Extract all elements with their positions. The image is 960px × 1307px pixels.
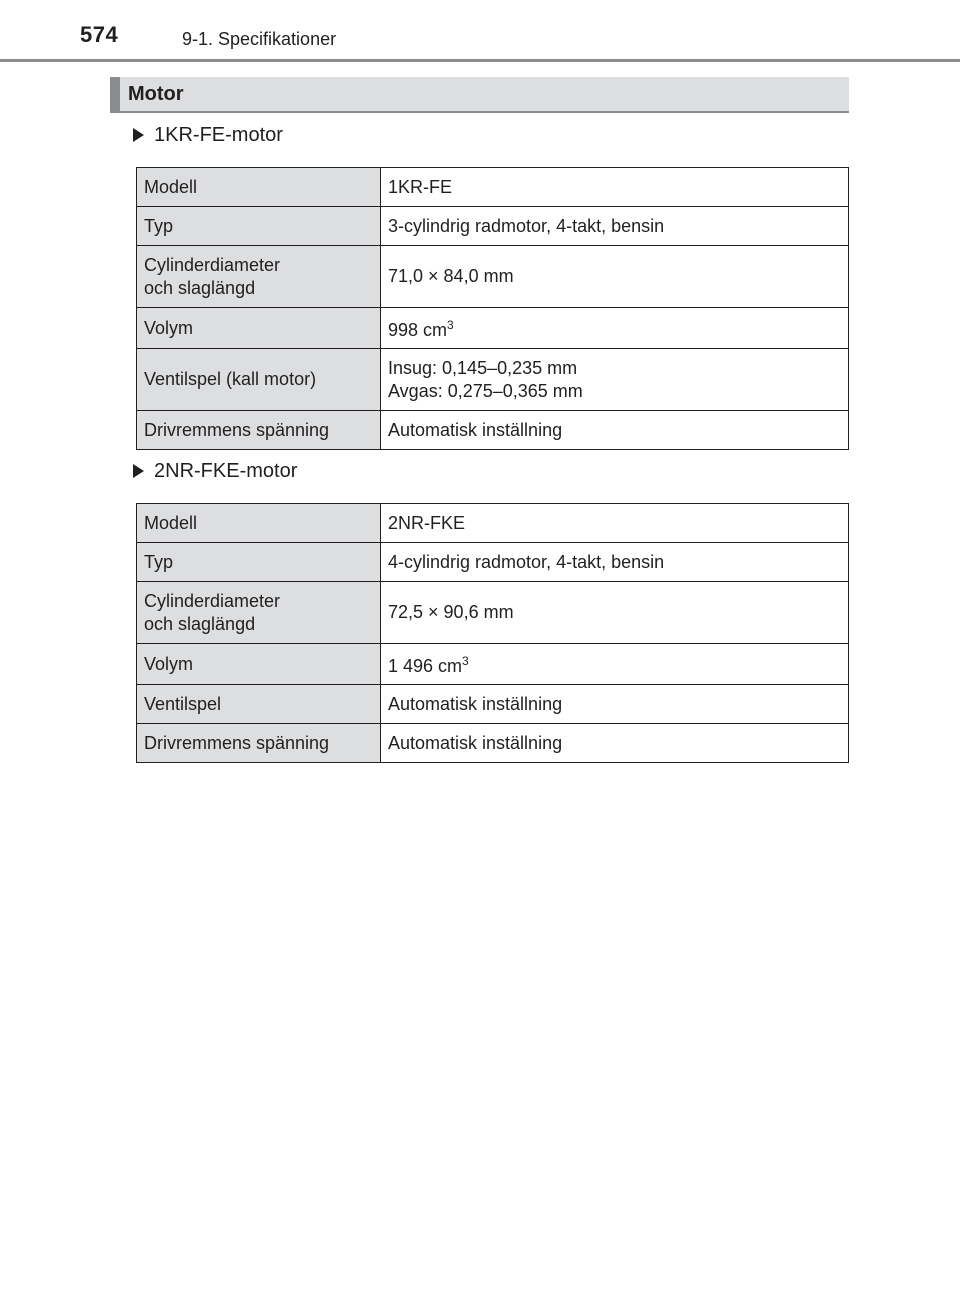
row-value — [381, 349, 849, 411]
page-header — [0, 0, 960, 62]
row-value: Automatisk inställning — [381, 724, 849, 763]
table-row — [137, 246, 849, 308]
volume-superscript: 3 — [462, 654, 469, 668]
valve-exhaust: Avgas: 0,275–0,365 mm — [388, 380, 583, 401]
row-label: Modell — [137, 168, 381, 207]
triangle-bullet-icon — [133, 464, 144, 478]
table-row — [137, 644, 849, 685]
row-label: Modell — [137, 504, 381, 543]
row-value: Automatisk inställning — [381, 411, 849, 450]
table-row — [137, 411, 849, 450]
row-label: Drivremmens spänning — [137, 411, 381, 450]
row-value — [381, 644, 849, 685]
engine-heading-1kr — [133, 122, 283, 148]
row-label: Cylinderdiameter och slaglängd — [137, 246, 381, 308]
row-label: Drivremmens spänning — [137, 724, 381, 763]
section-heading: Motor — [128, 83, 184, 105]
row-value: 72,5 × 90,6 mm — [381, 582, 849, 644]
row-value: 71,0 × 84,0 mm — [381, 246, 849, 308]
engine-title: 2NR-FKE-motor — [154, 460, 298, 482]
row-label: Cylinderdiameter och slaglängd — [137, 582, 381, 644]
table-row — [137, 685, 849, 724]
valve-intake: Insug: 0,145–0,235 mm — [388, 357, 578, 378]
row-label: Volym — [137, 308, 381, 349]
row-label: Ventilspel — [137, 685, 381, 724]
volume-value: 1 496 cm — [388, 656, 463, 676]
section-title: 9-1. Specifikationer — [182, 29, 337, 49]
row-label: Typ — [137, 207, 381, 246]
table-row — [137, 504, 849, 543]
volume-value: 998 cm — [388, 320, 448, 340]
row-value: 2NR-FKE — [381, 504, 849, 543]
row-label: Ventilspel (kall motor) — [137, 349, 381, 411]
row-value: 4-cylindrig radmotor, 4-takt, bensin — [381, 543, 849, 582]
volume-superscript: 3 — [447, 318, 454, 332]
page-number: 574 — [80, 22, 119, 47]
triangle-bullet-icon — [133, 128, 144, 142]
table-row — [137, 168, 849, 207]
table-row — [137, 308, 849, 349]
engine-title: 1KR-FE-motor — [154, 124, 283, 146]
row-label: Typ — [137, 543, 381, 582]
row-value: 3-cylindrig radmotor, 4-takt, bensin — [381, 207, 849, 246]
table-row — [137, 724, 849, 763]
header-rule — [0, 59, 960, 62]
row-value: Automatisk inställning — [381, 685, 849, 724]
table-row — [137, 349, 849, 411]
table-row — [137, 207, 849, 246]
row-value: 1KR-FE — [381, 168, 849, 207]
table-row — [137, 543, 849, 582]
engine-heading-2nr — [133, 458, 297, 484]
section-heading-bar — [110, 77, 849, 113]
row-label: Volym — [137, 644, 381, 685]
spec-table-1kr — [136, 167, 849, 450]
table-row — [137, 582, 849, 644]
row-value — [381, 308, 849, 349]
heading-accent — [110, 77, 120, 111]
spec-table-2nr — [136, 503, 849, 763]
